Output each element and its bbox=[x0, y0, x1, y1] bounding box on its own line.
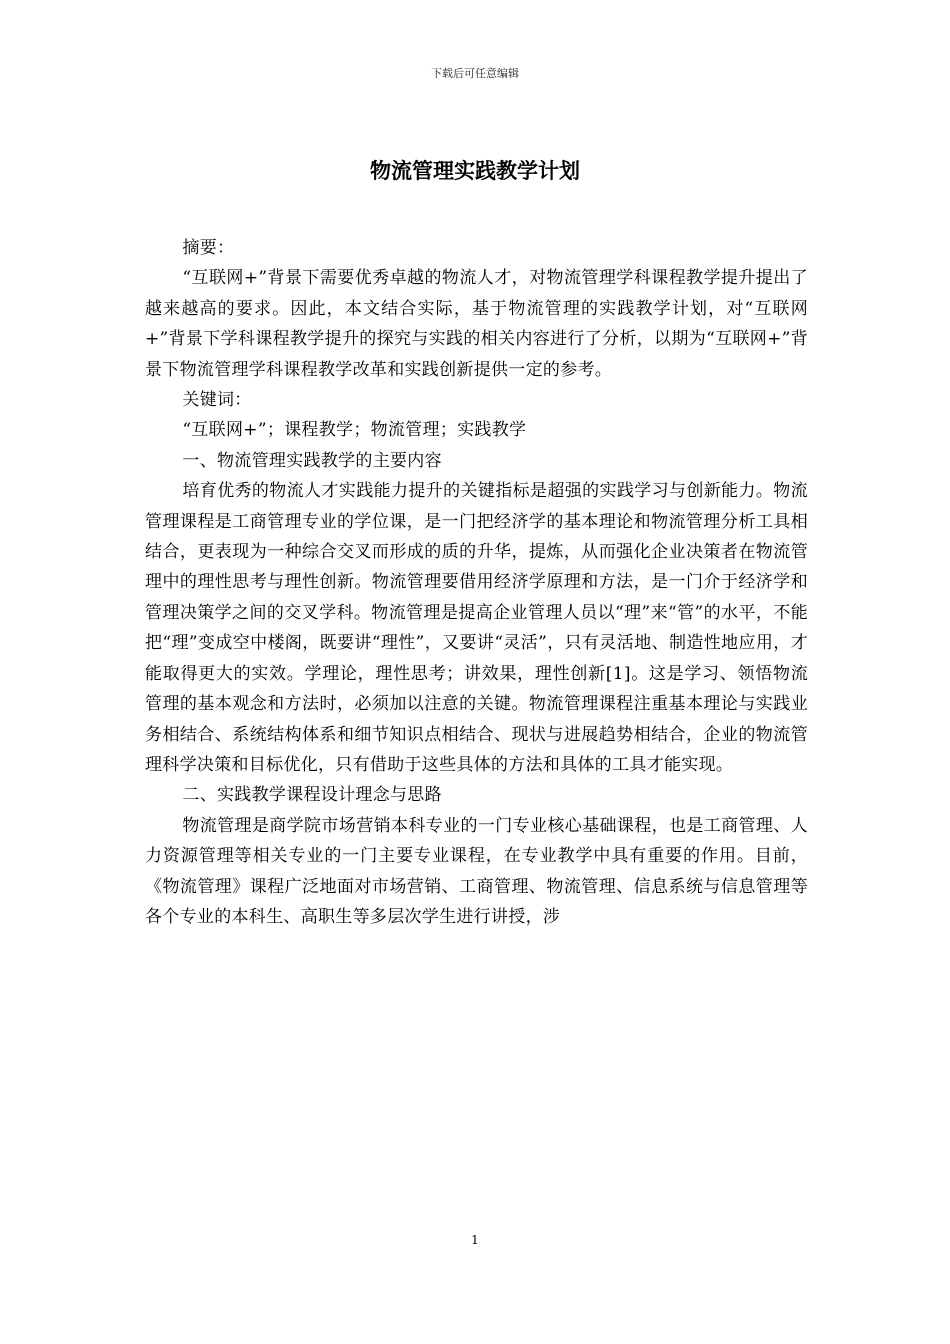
page-number: 1 bbox=[471, 1233, 479, 1247]
document-title: 物流管理实践教学计划 bbox=[370, 158, 580, 183]
body-paragraph: 物流管理是商学院市场营销本科专业的一门专业核心基础课程，也是工商管理、人力资源管理等相关专业的一门主要专业课程，在专业教学中具有重要的作用。目前，《物流管理》课程广泛地面对市场营销、工商管理、物流管理、信息系统与信息管理等各个专业的本科生、高职生等多层次学生进行讲授，涉 bbox=[145, 815, 808, 927]
abstract-label: 摘要： bbox=[182, 238, 235, 258]
section-heading-1: 一、物流管理实践教学的主要内容 bbox=[182, 450, 442, 471]
page-header: 下载后可任意编辑 bbox=[431, 67, 519, 80]
keywords-paragraph: “互联网+”；课程教学；物流管理；实践教学 bbox=[182, 420, 527, 441]
section-heading-2: 二、实践教学课程设计理念与思路 bbox=[182, 785, 442, 806]
abstract-paragraph: “互联网+”背景下需要优秀卓越的物流人才，对物流管理学科课程教学提升提出了越来越高的要求。因此，本文结合实际，基于物流管理的实践教学计划，对“互联网+”背景下学科课程教学提升的探究与实践的相关内容进行了分析，以期为“互联网+”背景下物流管理学科课程教学改革和实践创新提供一定的参考。 bbox=[145, 268, 808, 380]
body-paragraph: 培育优秀的物流人才实践能力提升的关键指标是超强的实践学习与创新能力。物流管理课程是工商管理专业的学位课，是一门把经济学的基本理论和物流管理分析工具相结合，更表现为一种综合交叉而形成的质的升华，提炼，从而强化企业决策者在物流管理中的理性思考与理性创新。物流管理要借用经济学原理和方法，是一门介于经济学和管理决策学之间的交叉学科。物流管理是提高企业管理人员以“理”来“管”的水平，不能把“理”变成空中楼阁，既要讲“理性”，又要讲“灵活”，只有灵活地、制造性地应用，才能取得更大的实效。学理论，理性思考；讲效果，理性创新[1]。这是学习、领悟物流管理的基本观念和方法时，必须加以注意的关键。物流管理课程注重基本理论与实践业务相结合、系统结构体系和细节知识点相结合、现状与进展趋势相结合，企业的物流管理科学决策和目标优化，只有借助于这些具体的方法和具体的工具才能实现。 bbox=[145, 481, 808, 775]
keywords-label: 关键词： bbox=[182, 390, 252, 411]
document-body bbox=[145, 233, 808, 932]
